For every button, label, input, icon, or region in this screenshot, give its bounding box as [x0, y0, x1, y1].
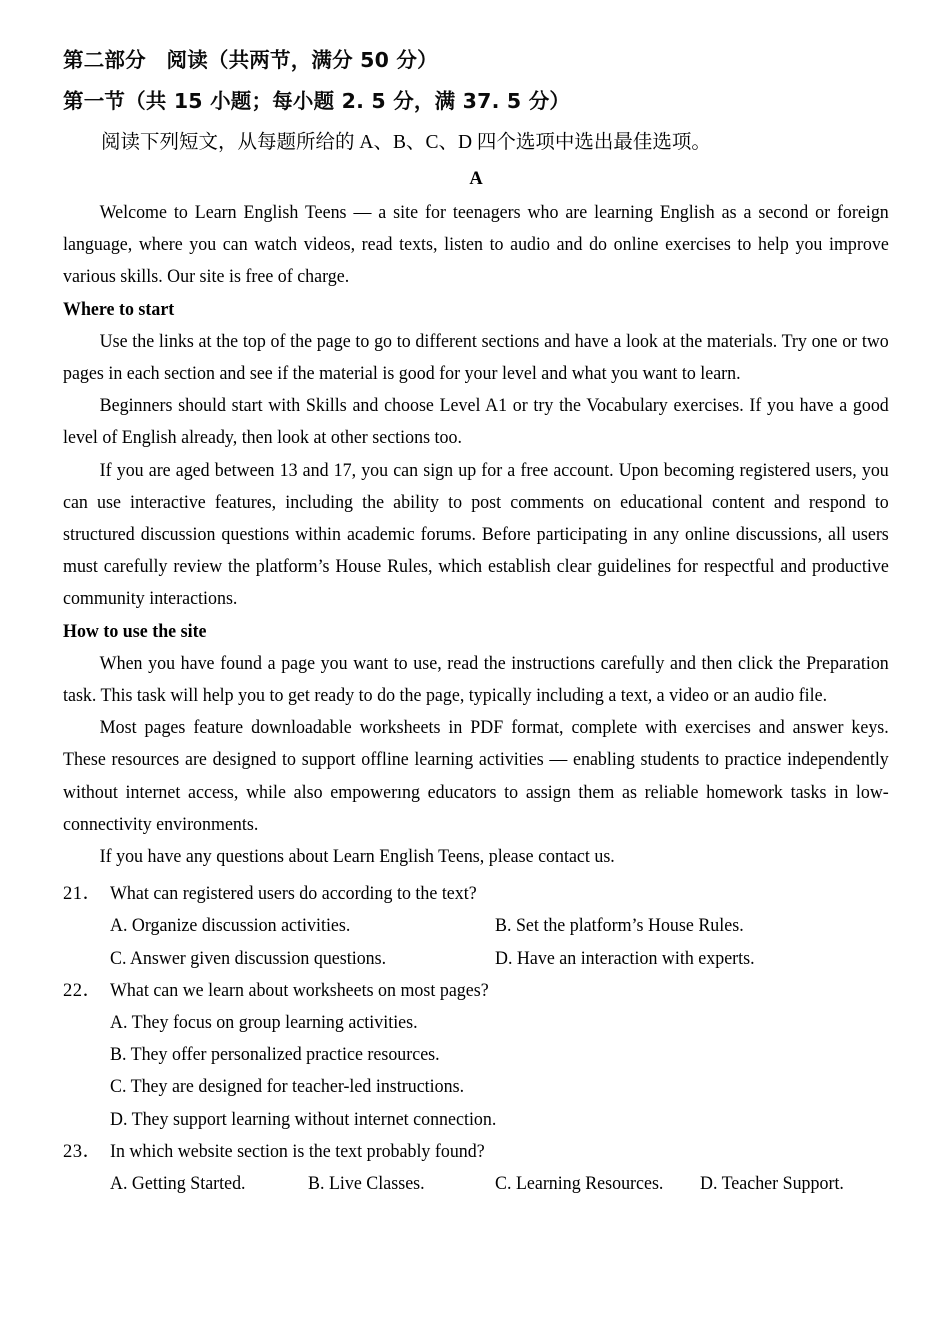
- subsection-title: 第一节（共 15 小题；每小题 2. 5 分，满 37. 5 分）: [63, 89, 571, 113]
- question-text: What can registered users do according to the text?: [110, 883, 477, 905]
- reading-instruction: 阅读下列短文，从每题所给的 A、B、C、D 四个选项中选出最佳选项。: [101, 132, 711, 153]
- passage-paragraph: Welcome to Learn English Teens — a site for teenagers who are learning English as a second or foreign language, where you can watch videos, read texts, listen to audio and do online exercises to help you improve various skills. Our site is free of charge.: [63, 202, 889, 288]
- option-row: [63, 910, 889, 942]
- passage-paragraph: When you have found a page you want to use, read the instructions carefully and then click the Preparation task. This task will help you to get ready to do the page, typically including a text, a video or an audio file.: [63, 652, 889, 707]
- questions-list: [63, 878, 889, 1200]
- option-d[interactable]: D. They support learning without internet connection.: [110, 1108, 497, 1130]
- part-title: 第二部分 阅读（共两节，满分 50 分）: [63, 48, 438, 72]
- option-a[interactable]: A. Getting Started.: [110, 1173, 246, 1195]
- question-stem: [63, 975, 889, 1007]
- question-number: 21．: [63, 883, 102, 905]
- option-a[interactable]: A. Organize discussion activities.: [110, 915, 351, 937]
- question-number: 22．: [63, 979, 102, 1001]
- option-d[interactable]: D. Have an interaction with experts.: [495, 947, 755, 969]
- option-c[interactable]: C. Learning Resources.: [495, 1173, 664, 1195]
- passage-paragraph: Most pages feature downloadable worksheets in PDF format, complete with exercises and answer keys. These resources are designed to support offline learning activities — enabling students to practice independently without internet access, while also empowerıng educators to assign them as reliable homework tasks in low-connectivity environments.: [63, 717, 889, 835]
- option-row: [63, 1007, 889, 1039]
- passage-paragraph: Use the links at the top of the page to go to different sections and have a look at the materials. Try one or two pages in each section and see if the material is good for your level and what you want to learn.: [63, 330, 889, 385]
- question-stem: [63, 878, 889, 910]
- passage-paragraph: Beginners should start with Skills and choose Level A1 or try the Vocabulary exercises. If you have a good level of English already, then look at other sections too.: [63, 395, 889, 449]
- option-b[interactable]: B. Set the platform’s House Rules.: [495, 915, 744, 937]
- option-row: [63, 1168, 889, 1200]
- option-row: [63, 1104, 889, 1136]
- question-item: [63, 878, 889, 975]
- option-row: [63, 943, 889, 975]
- question-text: What can we learn about worksheets on most pages?: [110, 979, 489, 1001]
- question-item: [63, 1136, 889, 1200]
- passage-subheading: How to use the site: [63, 620, 207, 642]
- question-stem: [63, 1136, 889, 1168]
- question-number: 23．: [63, 1140, 102, 1162]
- page-content: [63, 44, 889, 1200]
- option-d[interactable]: D. Teacher Support.: [700, 1173, 844, 1195]
- passage-label: A: [469, 169, 483, 189]
- option-b[interactable]: B. Live Classes.: [308, 1173, 425, 1195]
- passage-subheading: Where to start: [63, 298, 175, 320]
- option-c[interactable]: C. They are designed for teacher-led instructions.: [110, 1076, 465, 1098]
- option-c[interactable]: C. Answer given discussion questions.: [110, 947, 387, 969]
- passage-paragraph: If you have any questions about Learn English Teens, please contact us.: [99, 846, 615, 868]
- question-item: [63, 975, 889, 1136]
- option-b[interactable]: B. They offer personalized practice resources.: [110, 1044, 440, 1066]
- passage-paragraph: If you are aged between 13 and 17, you can sign up for a free account. Upon becoming registered users, you can use interactive features, including the ability to post comments on educational content and respond to structured discussion questions within academic forums. Before participating in any online discussions, all users must carefully review the platform’s House Rules, which establish clear guidelines for respectful and productive community interactions.: [63, 459, 889, 610]
- passage-body: [63, 197, 889, 873]
- option-row: [63, 1039, 889, 1071]
- question-text: In which website section is the text probably found?: [110, 1140, 485, 1162]
- option-row: [63, 1071, 889, 1103]
- option-a[interactable]: A. They focus on group learning activities.: [110, 1012, 418, 1034]
